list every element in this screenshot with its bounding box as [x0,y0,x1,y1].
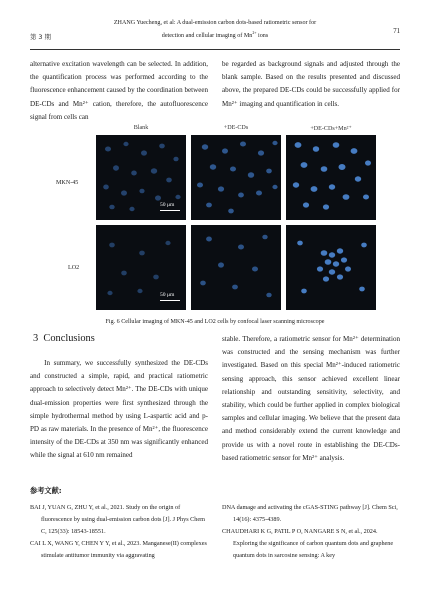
figure-row-label-mkn45: MKN-45 [56,180,79,186]
body-text-top-right: be regarded as background signals and adjusted through the blank sample. Based on the results presented and discussed above, the prepared DE-CDs could be successfully applied for Mn²⁺ imaging and quantification in cells. [222,60,400,108]
figure-column-label-blank: Blank [133,125,149,131]
body-text-top-left: alternative excitation wavelength can be selected. In addition, the quantification process was performed according to the fluorescence enhancement caused by the coordination between DE-CDs and Mn²⁺ cation, therefore, the autofluorescence signal from cells can [30,60,208,121]
reference-item: DNA damage and activating the cGAS-STING pathway [J]. Chem Sci, 14(16): 4375-4389. [222,504,398,523]
figure-column-label-decds: +DE-CDs [223,125,249,131]
references-right [222,502,400,562]
running-title-line1: ZHANG Yuecheng, et al: A dual-emission carbon dots-based ratiometric sensor for [113,20,317,26]
figure-row-label-lo2: LO2 [68,265,80,271]
scale-bar-label: 50 μm [160,292,175,298]
section-heading: 3 Conclusions [33,333,95,344]
micrograph-mkn45-decds-mn [286,135,376,220]
references-left [30,502,211,562]
micrograph-lo2-blank [96,225,186,310]
micrograph-mkn45-blank [96,135,186,220]
issue-label: 第 3 期 [30,33,51,41]
conclusion-text-right: stable. Therefore, a ratiometric sensor for Mn²⁺ determination was constructed and the sensing mechanism was further investigated. Based on this special Mn²⁺-induced ratiometric sensing approach, this sensor achieved excellent linear relationship and outstanding sensitivity, selectivity, and stability, which could be further applied in complex biological samples and cellular imaging. We believe that the present data and method considerably extend the current knowledge and provide us with a novel route in establishing the DE-CDs-based ratiometric sensor for Mn²⁺ analysis. [222,335,400,462]
reference-item: CHAUDHARI K G, PATIL P O, NANGARE S N, et al., 2024. Exploring the significance of carbon quantum dots and graphene quantum dots in sarcosine sensing: A key [222,527,394,559]
reference-item: CAI L X, WANG Y, CHEN Y Y, et al., 2023. Manganese(II) complexes stimulate antitumor immunity via aggravating [30,539,207,559]
references-heading: 参考文献: [30,486,62,495]
scale-bar-label: 50 μm [160,202,175,208]
page-number: 71 [393,28,400,35]
running-title-line2: detection and cellular imaging of $Mn^{2+}$ ions [161,30,269,40]
scale-bar [160,210,180,211]
scale-bar [160,300,180,301]
figure-6 [56,125,396,315]
figure-caption: Fig. 6 Cellular imaging of MKN-45 and LO2 cells by confocal laser scanning microscope [105,319,325,325]
conclusion-text-left: In summary, we successfully synthesized the DE-CDs and constructed a simple, rapid, and practical ratiometric approach to selectively detect Mn²⁺. The DE-CDs with unique dual-emission properties were first synthesized through the simple hydrothermal method by using L-aspartic acid and p-PD as raw materials. In the presence of Mn²⁺, the fluorescence intensity of the DE-CDs at 350 nm was significantly enhanced while the signal at 610 nm remained [30,359,208,460]
micrograph-mkn45-decds [191,135,281,220]
header-rule [30,49,400,50]
micrograph-lo2-decds-mn [286,225,376,310]
micrograph-lo2-decds [191,225,281,310]
reference-item: BAI J, YUAN G, ZHU Y, et al., 2021. Study on the origin of fluorescence by using dual-emission carbon dots [J]. J Phys Chem C, 125(33): 18543-18551. [30,504,205,535]
figure-column-label-decds-mn: +DE-CDs+Mn²⁺ [310,126,352,132]
running-header [30,14,400,54]
